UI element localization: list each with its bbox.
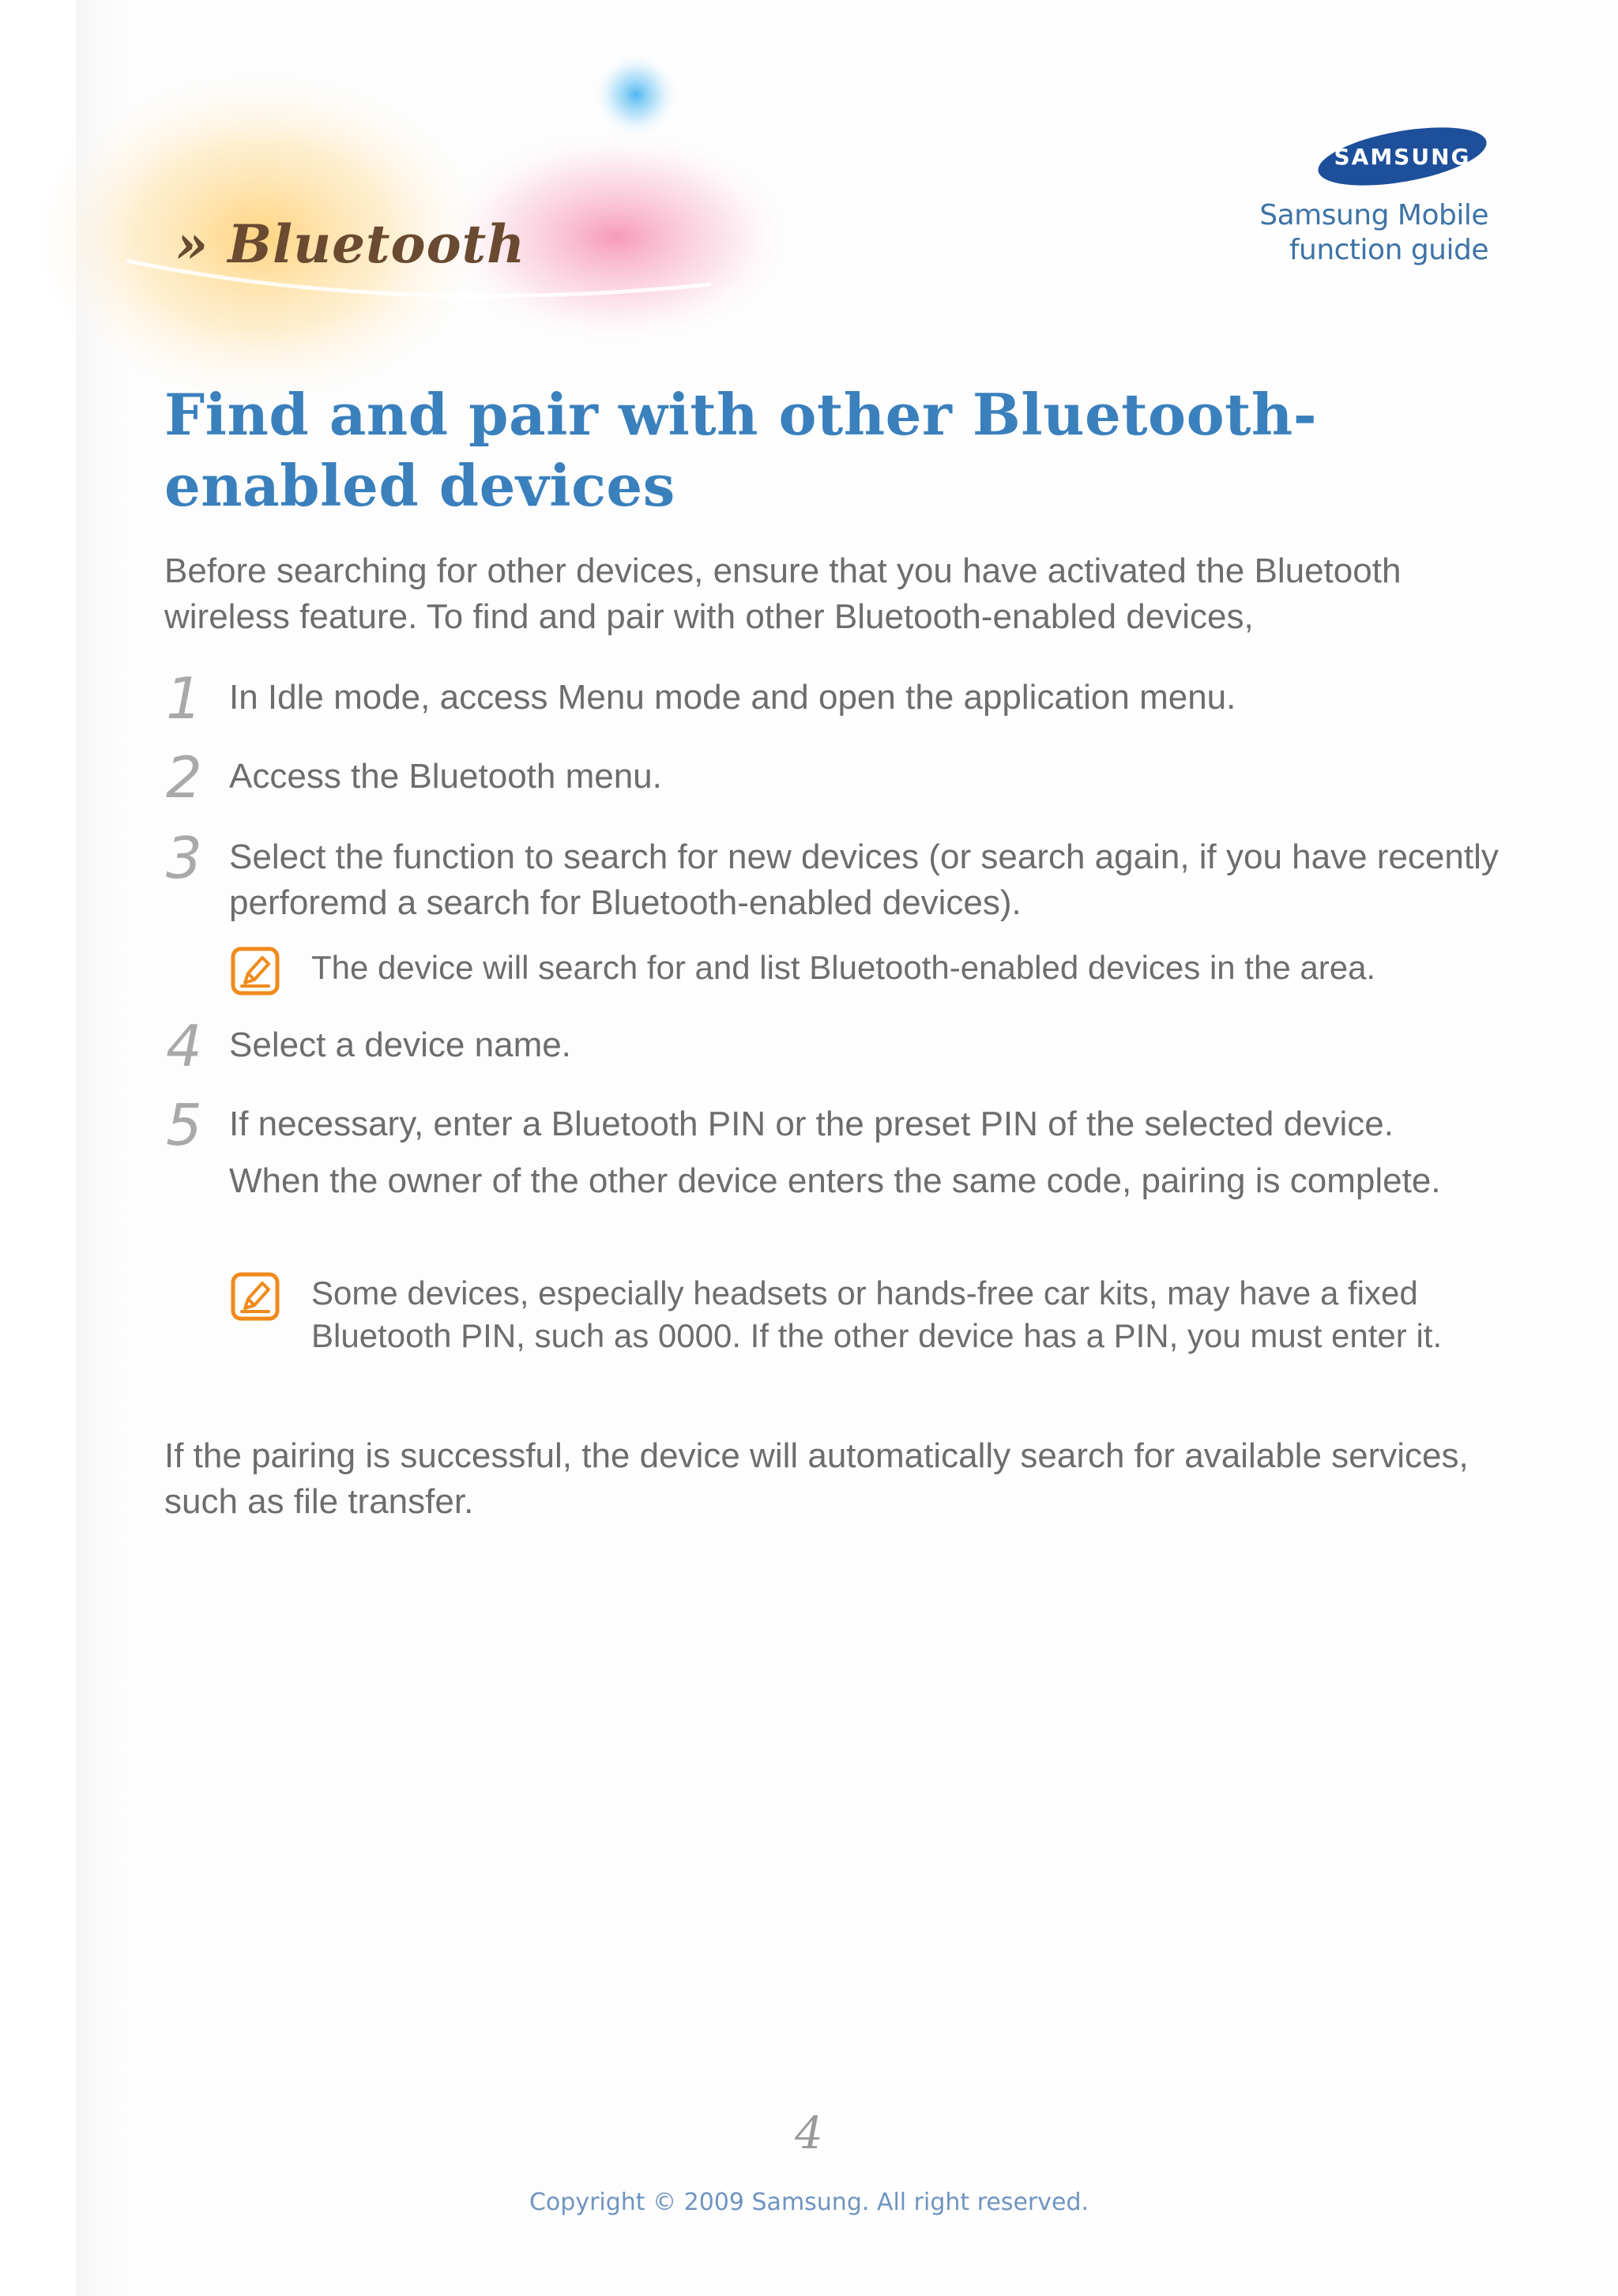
note-pencil-icon	[231, 947, 280, 996]
step-5-note: Some devices, especially headsets or hands-free car kits, may have a fixed Bluetooth PIN, such as 0000. If the other device has a PIN, you must enter it.	[311, 1274, 1443, 1354]
intro-paragraph: Before searching for other devices, ensure that you have activated the Bluetooth wireless feature. To find and pair with other Bluetooth-enabled devices,	[164, 551, 1402, 636]
step-text-1: In Idle mode, access Menu mode and open the application menu.	[229, 678, 1236, 717]
page-number: 4	[795, 2108, 823, 2159]
step-3-note: The device will search for and list Bluetooth-enabled devices in the area.	[311, 949, 1376, 986]
svg-text:SAMSUNG: SAMSUNG	[1334, 144, 1471, 170]
samsung-logo	[1315, 123, 1490, 190]
step-number-1: 1	[166, 665, 202, 732]
note-pencil-icon	[231, 1272, 280, 1321]
step-5-extra: When the owner of the other device enters the same code, pairing is complete.	[229, 1161, 1441, 1200]
brand-line-2: function guide	[1289, 234, 1488, 266]
section-tag: » Bluetooth	[175, 213, 526, 275]
step-text-5: If necessary, enter a Bluetooth PIN or the preset PIN of the selected device.	[229, 1105, 1394, 1143]
step-number-4: 4	[166, 1013, 202, 1079]
step-text-2: Access the Bluetooth menu.	[229, 757, 662, 796]
brand-line-1: Samsung Mobile	[1259, 199, 1488, 231]
step-text-3: Select the function to search for new devices (or search again, if you have recently perforemd a search for Bluetooth-enabled devices).	[229, 837, 1499, 922]
step-text-4: Select a device name.	[229, 1026, 571, 1064]
copyright-notice: Copyright © 2009 Samsung. All right reserved.	[529, 2189, 1089, 2216]
step-number-3: 3	[166, 825, 202, 891]
outro-paragraph: If the pairing is successful, the device will automatically search for available services, such as file transfer.	[164, 1436, 1469, 1521]
step-number-2: 2	[166, 744, 202, 811]
page-title: Find and pair with other Bluetooth-enabled devices	[164, 381, 1318, 519]
step-number-5: 5	[166, 1092, 202, 1158]
